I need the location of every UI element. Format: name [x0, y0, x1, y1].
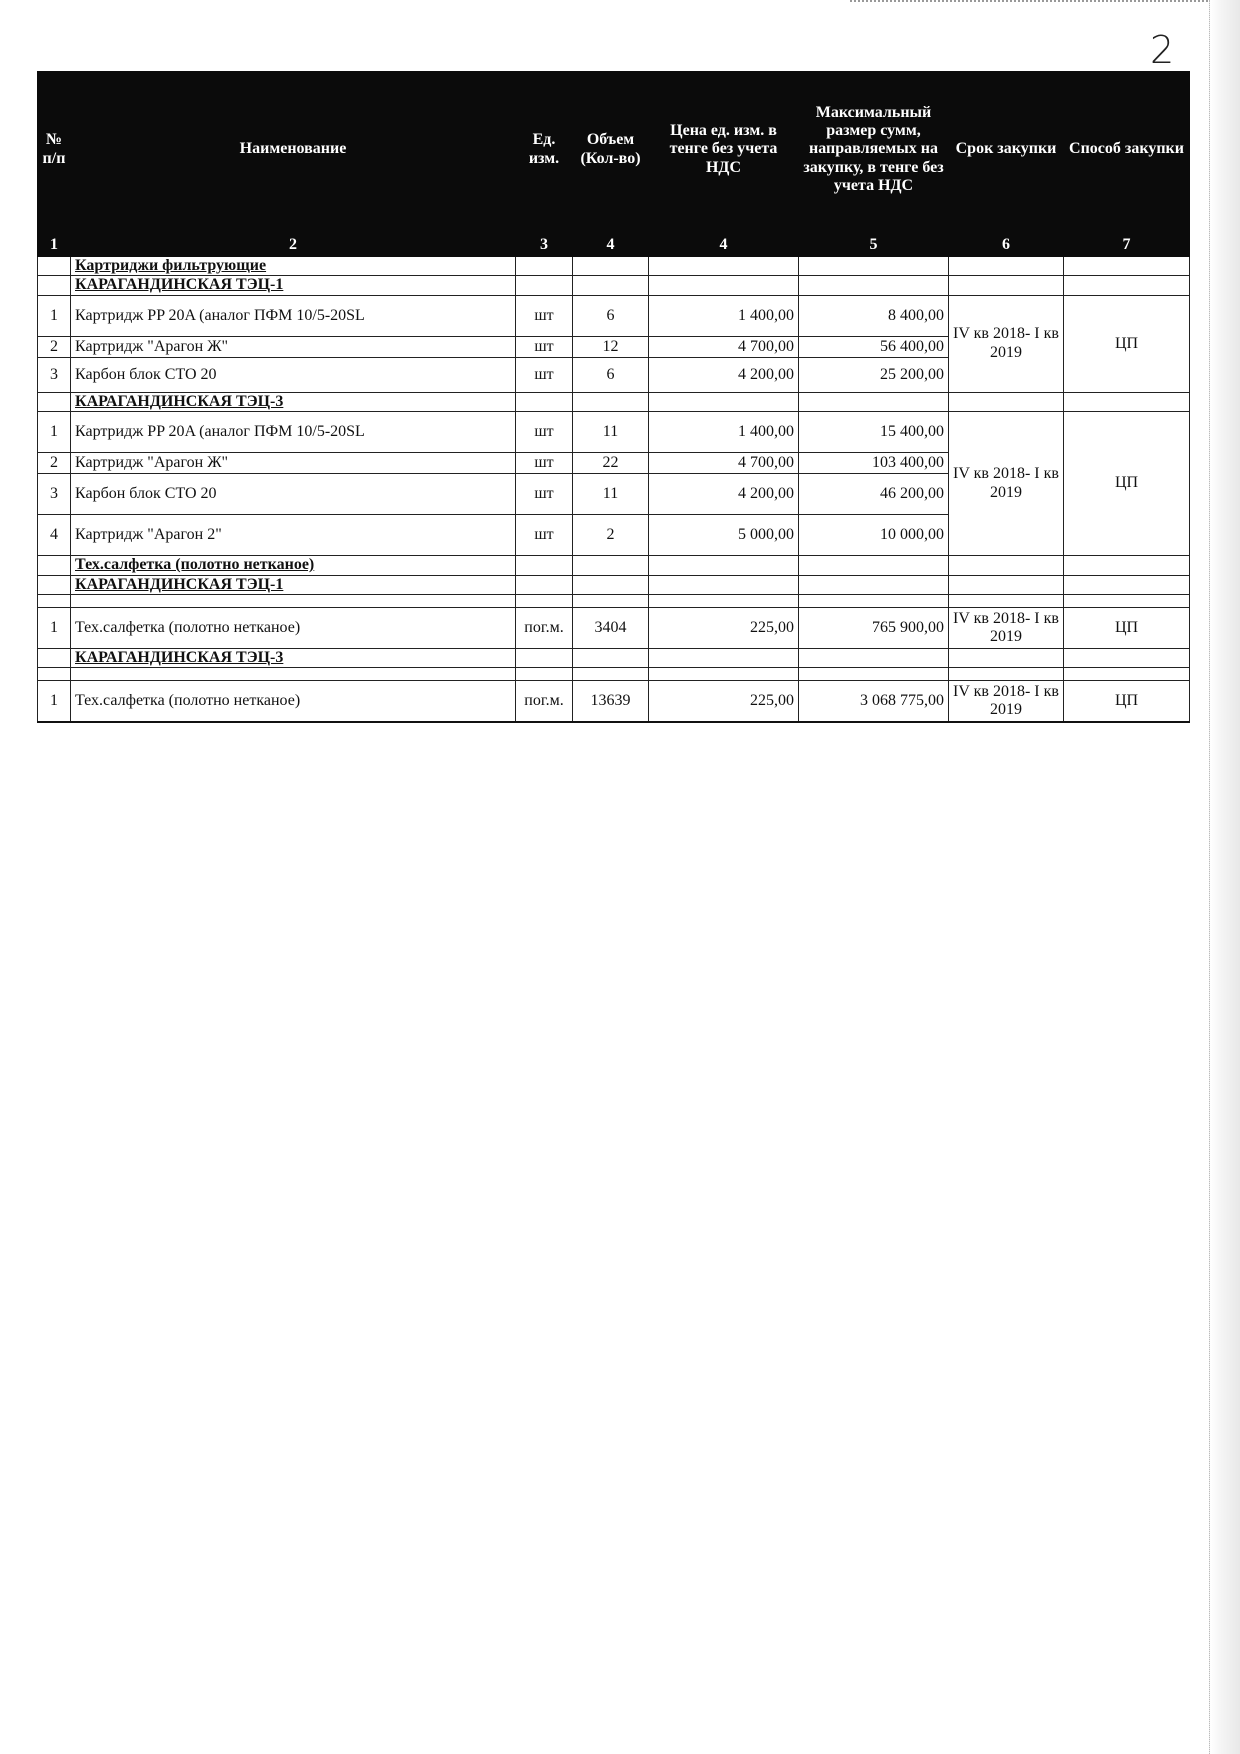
- group-row: [38, 257, 1190, 276]
- header-number-row: [38, 228, 1190, 257]
- cell-qty: 13639: [573, 681, 649, 723]
- cell-num: 3: [38, 474, 71, 515]
- subgroup-title: КАРАГАНДИНСКАЯ ТЭЦ-3: [71, 392, 516, 411]
- cell-unit: шт: [516, 295, 573, 336]
- subgroup-row: [38, 648, 1190, 667]
- cell-price: 4 700,00: [649, 453, 799, 474]
- cell-unit: шт: [516, 453, 573, 474]
- cell-period: IV кв 2018- I кв 2019: [949, 295, 1064, 392]
- cell-method: ЦП: [1064, 412, 1190, 556]
- cell-unit: шт: [516, 336, 573, 357]
- cell-price: 1 400,00: [649, 295, 799, 336]
- cell-name: Картридж PP 20A (аналог ПФМ 10/5-20SL: [71, 412, 516, 453]
- cell-name: Тех.салфетка (полотно нетканое): [71, 681, 516, 723]
- col-number: 6: [949, 228, 1064, 257]
- cell-period: IV кв 2018- I кв 2019: [949, 607, 1064, 648]
- cell-price: 225,00: [649, 607, 799, 648]
- cell-num: 1: [38, 607, 71, 648]
- cell-unit: пог.м.: [516, 681, 573, 723]
- cell-name: Картридж "Арагон 2": [71, 515, 516, 556]
- cell-qty: 12: [573, 336, 649, 357]
- header-method: Способ закупки: [1064, 72, 1190, 228]
- cell-period: IV кв 2018- I кв 2019: [949, 412, 1064, 556]
- cell-period: IV кв 2018- I кв 2019: [949, 681, 1064, 723]
- col-number: 4: [649, 228, 799, 257]
- col-number: 5: [799, 228, 949, 257]
- subgroup-title: КАРАГАНДИНСКАЯ ТЭЦ-1: [71, 575, 516, 594]
- cell-num: 4: [38, 515, 71, 556]
- group-title: Картриджи фильтрующие: [71, 257, 516, 276]
- cell-amount: 56 400,00: [799, 336, 949, 357]
- cell-amount: 25 200,00: [799, 357, 949, 392]
- cell-name: Тех.салфетка (полотно нетканое): [71, 607, 516, 648]
- col-number: 4: [573, 228, 649, 257]
- cell-name: Картридж PP 20A (аналог ПФМ 10/5-20SL: [71, 295, 516, 336]
- cell-num: 2: [38, 453, 71, 474]
- header-max-amount: Максимальный размер сумм, направляемых на закупку, в тенге без учета НДС: [799, 72, 949, 228]
- col-number: 2: [71, 228, 516, 257]
- cell-method: ЦП: [1064, 607, 1190, 648]
- cell-amount: 103 400,00: [799, 453, 949, 474]
- scan-edge-top: [850, 0, 1240, 8]
- cell-qty: 3404: [573, 607, 649, 648]
- cell-name: Карбон блок СТО 20: [71, 474, 516, 515]
- cell-name: Картридж "Арагон Ж": [71, 453, 516, 474]
- header-period: Срок закупки: [949, 72, 1064, 228]
- col-number: 3: [516, 228, 573, 257]
- cell-amount: 765 900,00: [799, 607, 949, 648]
- cell-name: Картридж "Арагон Ж": [71, 336, 516, 357]
- header-unit: Ед. изм.: [516, 72, 573, 228]
- cell-price: 4 700,00: [649, 336, 799, 357]
- table-row: [38, 412, 1190, 453]
- cell-num: 2: [38, 336, 71, 357]
- subgroup-row: [38, 276, 1190, 295]
- cell-num: 1: [38, 412, 71, 453]
- group-row: [38, 556, 1190, 575]
- group-title: Тех.салфетка (полотно нетканое): [71, 556, 516, 575]
- cell-amount: 8 400,00: [799, 295, 949, 336]
- cell-method: ЦП: [1064, 295, 1190, 392]
- subgroup-title: КАРАГАНДИНСКАЯ ТЭЦ-3: [71, 648, 516, 667]
- cell-price: 225,00: [649, 681, 799, 723]
- cell-unit: шт: [516, 357, 573, 392]
- cell-qty: 11: [573, 412, 649, 453]
- cell-amount: 15 400,00: [799, 412, 949, 453]
- cell-amount: 46 200,00: [799, 474, 949, 515]
- cell-qty: 2: [573, 515, 649, 556]
- col-number: 7: [1064, 228, 1190, 257]
- page-number: 2: [1150, 28, 1175, 72]
- cell-amount: 10 000,00: [799, 515, 949, 556]
- table-row: [38, 295, 1190, 336]
- subgroup-row: [38, 575, 1190, 594]
- cell-unit: шт: [516, 515, 573, 556]
- cell-price: 4 200,00: [649, 357, 799, 392]
- cell-method: ЦП: [1064, 681, 1190, 723]
- cell-unit: пог.м.: [516, 607, 573, 648]
- cell-qty: 6: [573, 357, 649, 392]
- header-num: № п/п: [38, 72, 71, 228]
- cell-unit: шт: [516, 412, 573, 453]
- cell-qty: 6: [573, 295, 649, 336]
- col-number: 1: [38, 228, 71, 257]
- cell-name: Карбон блок СТО 20: [71, 357, 516, 392]
- scan-edge-right: [1209, 0, 1240, 1754]
- cell-price: 1 400,00: [649, 412, 799, 453]
- header-price: Цена ед. изм. в тенге без учета НДС: [649, 72, 799, 228]
- cell-price: 4 200,00: [649, 474, 799, 515]
- cell-amount: 3 068 775,00: [799, 681, 949, 723]
- cell-num: 1: [38, 295, 71, 336]
- subgroup-title: КАРАГАНДИНСКАЯ ТЭЦ-1: [71, 276, 516, 295]
- header-qty: Объем (Кол-во): [573, 72, 649, 228]
- table-row: [38, 607, 1190, 648]
- table-row: [38, 681, 1190, 723]
- procurement-table: [37, 71, 1190, 723]
- cell-num: 3: [38, 357, 71, 392]
- header-row: [38, 72, 1190, 228]
- cell-unit: шт: [516, 474, 573, 515]
- cell-num: 1: [38, 681, 71, 723]
- cell-qty: 11: [573, 474, 649, 515]
- header-name: Наименование: [71, 72, 516, 228]
- subgroup-row: [38, 392, 1190, 411]
- cell-price: 5 000,00: [649, 515, 799, 556]
- cell-qty: 22: [573, 453, 649, 474]
